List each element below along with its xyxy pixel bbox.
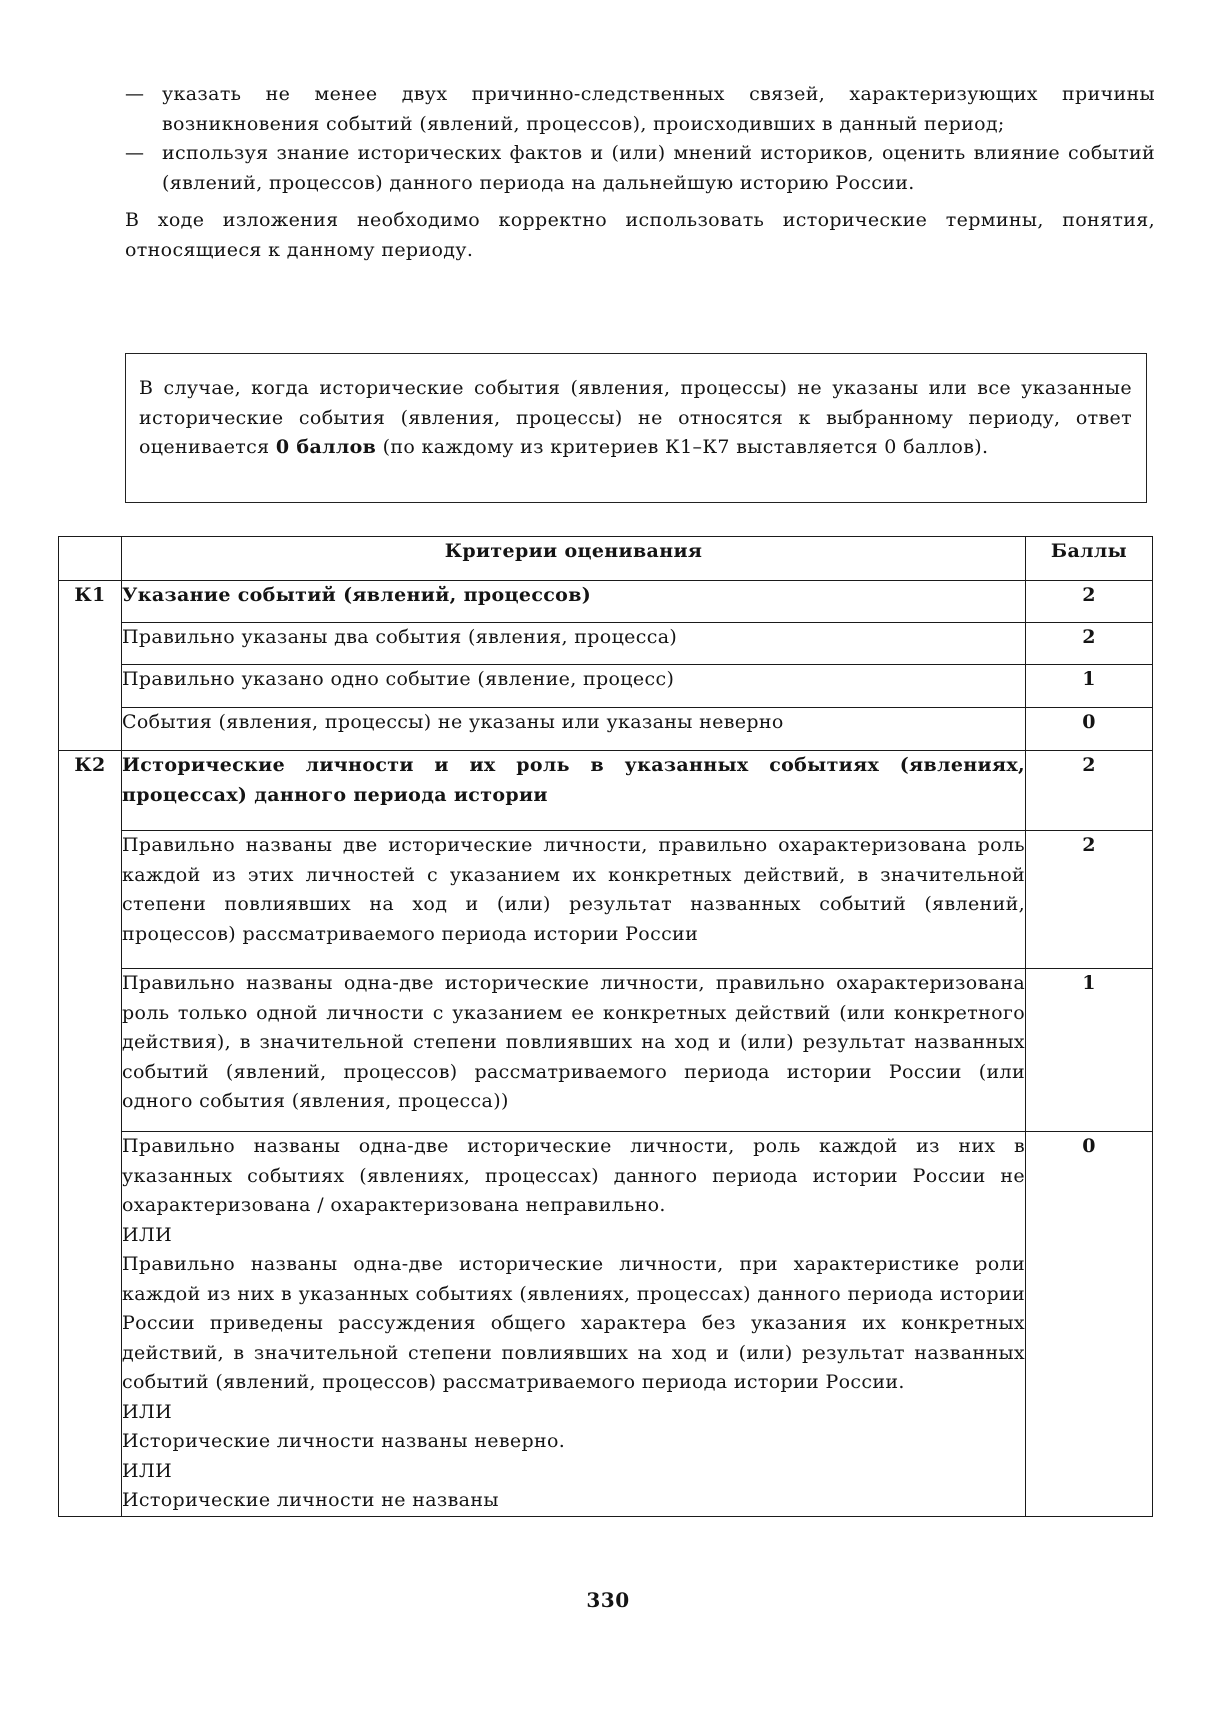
requirement-item: [125, 139, 1155, 198]
criterion-title: Указание событий (явлений, процессов): [122, 581, 1026, 623]
points-value: 2: [1026, 623, 1153, 665]
points-value: 0: [1026, 708, 1153, 751]
points-value: 0: [1026, 1132, 1153, 1517]
points-value: 2: [1026, 581, 1153, 623]
criterion-description: Правильно названы одна-две исторические личности, правильно охарактеризована роль только одной личности с указанием ее конкретных действий (или конкретного действия), в значительной степени повлиявших на ход и (или) результат названных событий (явлений, процессов) рассматриваемого периода истории России (или одного события (явления, процесса)): [122, 969, 1026, 1132]
points-value: 1: [1026, 969, 1153, 1132]
table-row: [59, 1132, 1153, 1517]
criterion-code-k1: К1: [59, 581, 122, 751]
header-criteria: Критерии оценивания: [122, 537, 1026, 581]
or-separator: ИЛИ: [122, 1459, 173, 1482]
criterion-option: Правильно названы одна-две исторические личности, роль каждой из них в указанных событиях (явлениях, процессах) данного периода истории России не охарактеризована / охарактеризована неправильно.: [122, 1135, 1025, 1216]
page-number: 330: [586, 1588, 630, 1612]
zero-points-note: [125, 353, 1147, 503]
table-header-row: [59, 537, 1153, 581]
criterion-title: Исторические личности и их роль в указанных событиях (явлениях, процессах) данного периода истории: [122, 751, 1026, 831]
criterion-description: Правильно указано одно событие (явление, процесс): [122, 665, 1026, 708]
criterion-code-k2: К2: [59, 751, 122, 1517]
table-row: [59, 831, 1153, 969]
dash-bullet: —: [125, 83, 145, 105]
criterion-description-multi: [122, 1132, 1026, 1517]
note-bold-score: 0 баллов: [275, 436, 377, 458]
criterion-description: События (явления, процессы) не указаны или указаны неверно: [122, 708, 1026, 751]
table-row: [59, 751, 1153, 831]
criterion-option: Правильно названы одна-две исторические личности, при характеристике роли каждой из них в указанных событиях (явлениях, процессах) данного периода истории России приведены рассуждения общего характера без указания их конкретных действий, в значительной степени повлиявших на ход и (или) результат названных событий (явлений, процессов) рассматриваемого периода истории России.: [122, 1253, 1025, 1393]
or-separator: ИЛИ: [122, 1400, 173, 1423]
table-row: [59, 665, 1153, 708]
criterion-option: Исторические личности названы неверно.: [122, 1430, 566, 1452]
note-text-end: (по каждому из критериев К1–К7 выставляется 0 баллов).: [376, 436, 989, 458]
points-value: 2: [1026, 831, 1153, 969]
points-value: 1: [1026, 665, 1153, 708]
header-code: [59, 537, 122, 581]
requirement-text: используя знание исторических фактов и (или) мнений историков, оценить влияние событий (явлений, процессов) данного периода на дальнейшую историю России.: [162, 142, 1155, 194]
criterion-option: Исторические личности не названы: [122, 1489, 499, 1511]
terminology-paragraph: В ходе изложения необходимо корректно использовать исторические термины, понятия, относящиеся к данному периоду.: [125, 209, 1155, 261]
dash-bullet: —: [125, 142, 145, 164]
note-text-start: В случае, когда исторические события (явления, процессы) не указаны или все указанные исторические события (явления, процессы) не относятся к выбранному периоду, ответ оценивается: [139, 377, 1132, 458]
criteria-table: [58, 536, 1153, 1517]
table-row: [59, 969, 1153, 1132]
requirement-text: указать не менее двух причинно-следственных связей, характеризующих причины возникновения событий (явлений, процессов), происходивших в данный период;: [162, 83, 1155, 135]
table-row: [59, 623, 1153, 665]
criterion-description: Правильно указаны два события (явления, процесса): [122, 623, 1026, 665]
points-value: 2: [1026, 751, 1153, 831]
table-row: [59, 581, 1153, 623]
header-points: Баллы: [1026, 537, 1153, 581]
requirement-item: [125, 80, 1155, 139]
table-row: [59, 708, 1153, 751]
task-requirements: [125, 80, 1155, 265]
or-separator: ИЛИ: [122, 1223, 173, 1246]
criterion-description: Правильно названы две исторические личности, правильно охарактеризована роль каждой из этих личностей с указанием их конкретных действий, в значительной степени повлиявших на ход и (или) результат названных событий (явлений, процессов) рассматриваемого периода истории России: [122, 831, 1026, 969]
